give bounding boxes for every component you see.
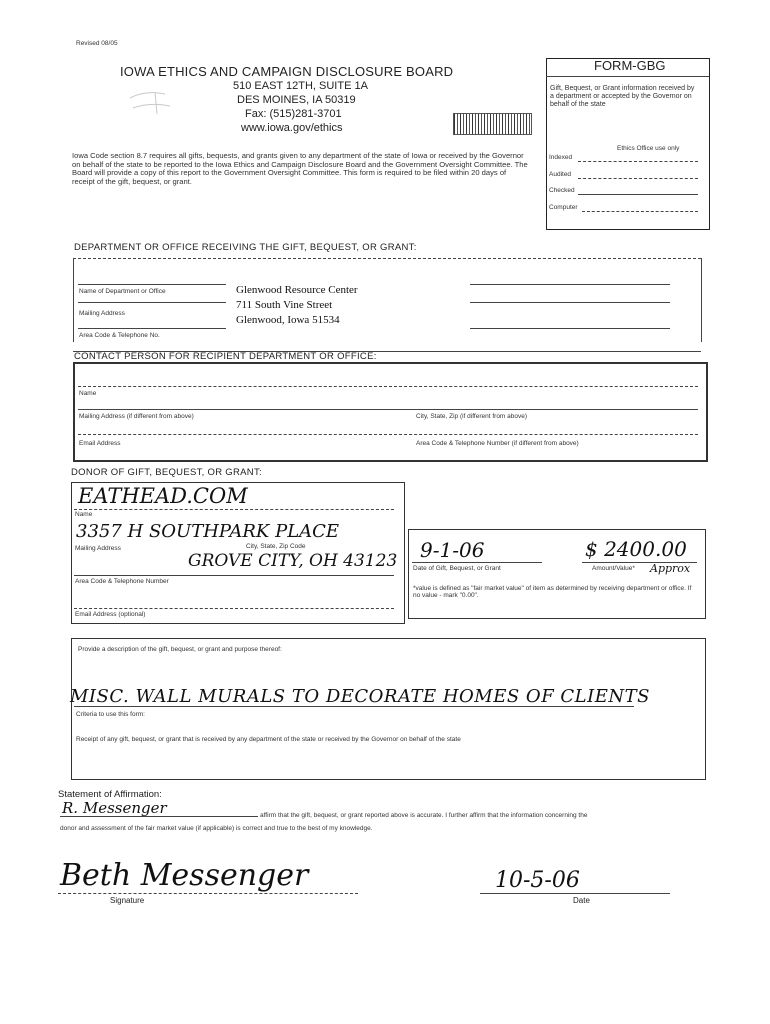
criteria-text: Receipt of any gift, bequest, or grant that is received by any department of the state or received by the Governor on behalf of the state	[76, 736, 461, 743]
board-title: IOWA ETHICS AND CAMPAIGN DISCLOSURE BOARD	[120, 64, 454, 79]
board-address-line1: 510 EAST 12TH, SUITE 1A	[233, 80, 368, 92]
form-title: FORM-GBG	[594, 58, 666, 73]
description-box	[71, 638, 706, 780]
contact-email-label: Email Address	[79, 440, 121, 447]
donor-phone-label: Area Code & Telephone Number	[75, 578, 169, 585]
checked-label: Checked	[549, 187, 575, 194]
contact-phone-label: Area Code & Telephone Number (if different from above)	[416, 440, 579, 447]
donor-address-value[interactable]: 3357 H SOUTHPARK PLACE	[76, 521, 340, 542]
affirmation-text-2: donor and assessment of the fair market value (if applicable) is correct and true to the best of my knowledge.	[60, 825, 373, 832]
gift-approx: Approx	[650, 562, 691, 575]
received-stamp	[125, 88, 180, 118]
contact-city-label: City, State, Zip (if different from above)	[416, 413, 528, 420]
date-label: Date	[573, 896, 590, 905]
donor-mail-label: Mailing Address	[75, 545, 121, 552]
affirmation-text-1: affirm that the gift, bequest, or grant reported above is accurate. I further affirm that the information concerning the	[260, 812, 588, 819]
dept-city-value[interactable]: Glenwood, Iowa 51534	[236, 314, 340, 326]
gift-date-label: Date of Gift, Bequest, or Grant	[413, 565, 501, 572]
donor-name-value[interactable]: EATHEAD.COM	[78, 484, 248, 508]
signature-value[interactable]: Beth Messenger	[60, 858, 309, 893]
contact-box	[73, 362, 708, 462]
board-address-line2: DES MOINES, IA 50319	[237, 94, 356, 106]
barcode	[453, 113, 532, 135]
contact-mail-label: Mailing Address (if different from above)	[79, 413, 194, 420]
dept-phone-label: Area Code & Telephone No.	[79, 332, 160, 339]
description-value[interactable]: MISC. WALL MURALS TO DECORATE HOMES OF CLIENTS	[70, 686, 650, 707]
donor-city-value[interactable]: GROVE CITY, OH 43123	[188, 551, 398, 571]
dept-name-value[interactable]: Glenwood Resource Center	[236, 284, 358, 296]
affirmation-heading: Statement of Affirmation:	[58, 789, 162, 800]
donor-name-label: Name	[75, 511, 93, 518]
criteria-label: Criteria to use this form:	[76, 711, 145, 718]
revised-date: Revised 08/05	[76, 40, 118, 47]
contact-name-label: Name	[79, 390, 97, 397]
gift-amount-label: Amount/Value*	[592, 565, 635, 572]
gift-amount-value[interactable]: $ 2400.00	[585, 537, 687, 561]
affirmation-name-value[interactable]: R. Messenger	[62, 799, 167, 817]
dept-mail-label: Mailing Address	[79, 310, 125, 317]
dept-name-label: Name of Department or Office	[79, 288, 166, 295]
donor-email-label: Email Address (optional)	[75, 611, 146, 618]
office-use-label: Ethics Office use only	[617, 145, 680, 152]
value-note: *value is defined as "fair market value" of item as determined by receiving department or office. If no value - mark "0.00".	[413, 585, 692, 599]
intro-text: Iowa Code section 8.7 requires all gifts, bequests, and grants given to any department of the state of Iowa or received by the Governor on behalf of the state to be reported to the Iowa Ethics and Campaign Disclosure Board and the Government Oversight Committee. The Board will provide a copy of this report to the Government Oversight Committee. This form is required to be filed within 20 days of receipt of the gift, bequest, or grant.	[72, 151, 528, 187]
date-value[interactable]: 10-5-06	[495, 868, 580, 893]
contact-heading: CONTACT PERSON FOR RECIPIENT DEPARTMENT OR OFFICE:	[74, 351, 377, 362]
description-label: Provide a description of the gift, bequest, or grant and purpose thereof:	[78, 646, 282, 653]
signature-label: Signature	[110, 896, 145, 905]
gift-date-value[interactable]: 9-1-06	[420, 538, 485, 562]
board-fax: Fax: (515)281-3701	[245, 108, 342, 120]
board-website: www.iowa.gov/ethics	[241, 122, 343, 134]
form-description: Gift, Bequest, or Grant information received by a department or accepted by the Governor on behalf of the state	[550, 85, 695, 109]
donor-city-label: City, State, Zip Code	[246, 543, 306, 550]
dept-address-value[interactable]: 711 South Vine Street	[236, 299, 333, 311]
computer-label: Computer	[549, 204, 578, 211]
indexed-label: Indexed	[549, 154, 573, 161]
dept-heading: DEPARTMENT OR OFFICE RECEIVING THE GIFT, BEQUEST, OR GRANT:	[74, 242, 417, 253]
donor-heading: DONOR OF GIFT, BEQUEST, OR GRANT:	[71, 467, 262, 478]
audited-label: Audited	[549, 171, 572, 178]
